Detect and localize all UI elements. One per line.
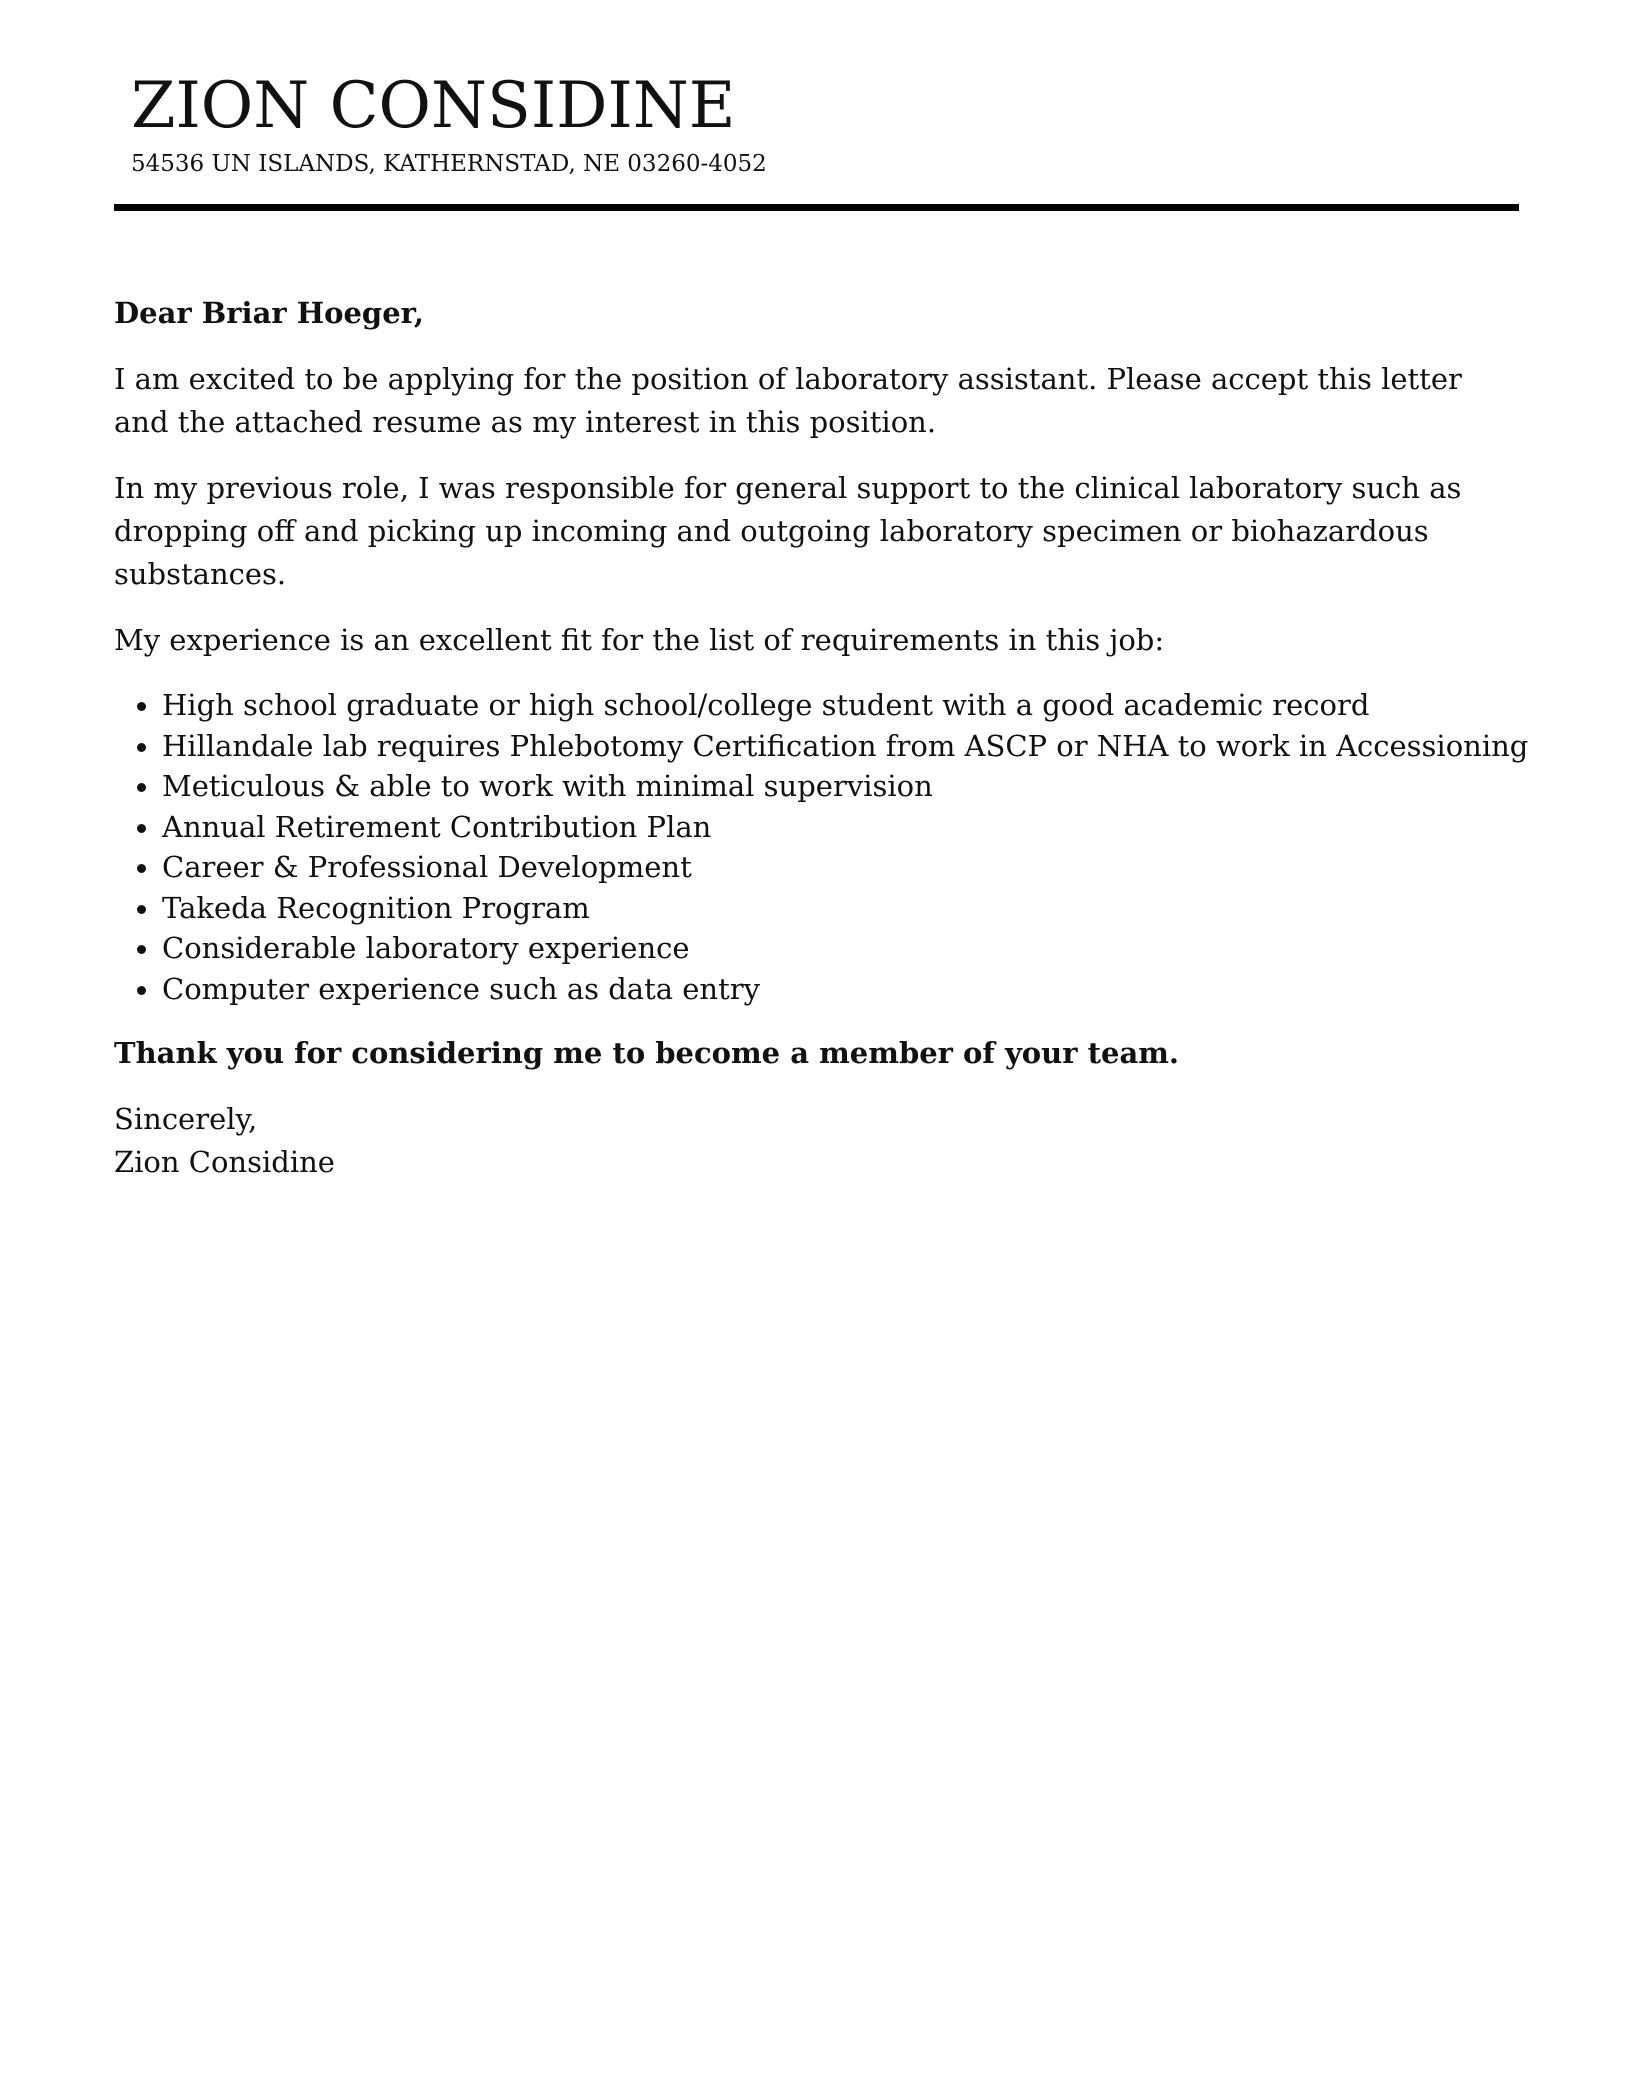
letter-body bbox=[114, 292, 1529, 1207]
list-item: Hillandale lab requires Phlebotomy Certification from ASCP or NHA to work in Accessioning bbox=[162, 726, 1514, 767]
list-item: Meticulous & able to work with minimal supervision bbox=[162, 766, 1514, 807]
list-item: Considerable laboratory experience bbox=[162, 928, 1514, 969]
list-item: Computer experience such as data entry bbox=[162, 969, 1514, 1010]
applicant-address: 54536 UN ISLANDS, KATHERNSTAD, NE 03260-4052 bbox=[131, 151, 767, 177]
closing-statement: Thank you for considering me to become a member of your team. bbox=[114, 1036, 1180, 1070]
salutation: Dear Briar Hoeger, bbox=[114, 296, 424, 330]
list-item: Career & Professional Development bbox=[162, 847, 1514, 888]
paragraph-intro: I am excited to be applying for the position of laboratory assistant. Please accept this letter and the attached resume as my interest in this position. bbox=[114, 362, 1462, 439]
list-item: High school graduate or high school/college student with a good academic record bbox=[162, 685, 1514, 726]
signoff: Sincerely, bbox=[114, 1102, 258, 1136]
paragraph-experience-fit: My experience is an excellent fit for the list of requirements in this job: bbox=[114, 623, 1165, 657]
list-item: Takeda Recognition Program bbox=[162, 888, 1514, 929]
letter-header bbox=[131, 64, 1511, 180]
applicant-name: ZION CONSIDINE bbox=[131, 69, 736, 143]
requirements-list bbox=[114, 685, 1529, 1009]
signature-name: Zion Considine bbox=[114, 1145, 335, 1179]
paragraph-previous-role: In my previous role, I was responsible for general support to the clinical laboratory such as dropping off and picking up incoming and outgoing laboratory specimen or biohazardous substances. bbox=[114, 471, 1462, 591]
signoff-block bbox=[114, 1098, 1514, 1184]
list-item: Annual Retirement Contribution Plan bbox=[162, 807, 1514, 848]
header-divider bbox=[114, 204, 1519, 211]
